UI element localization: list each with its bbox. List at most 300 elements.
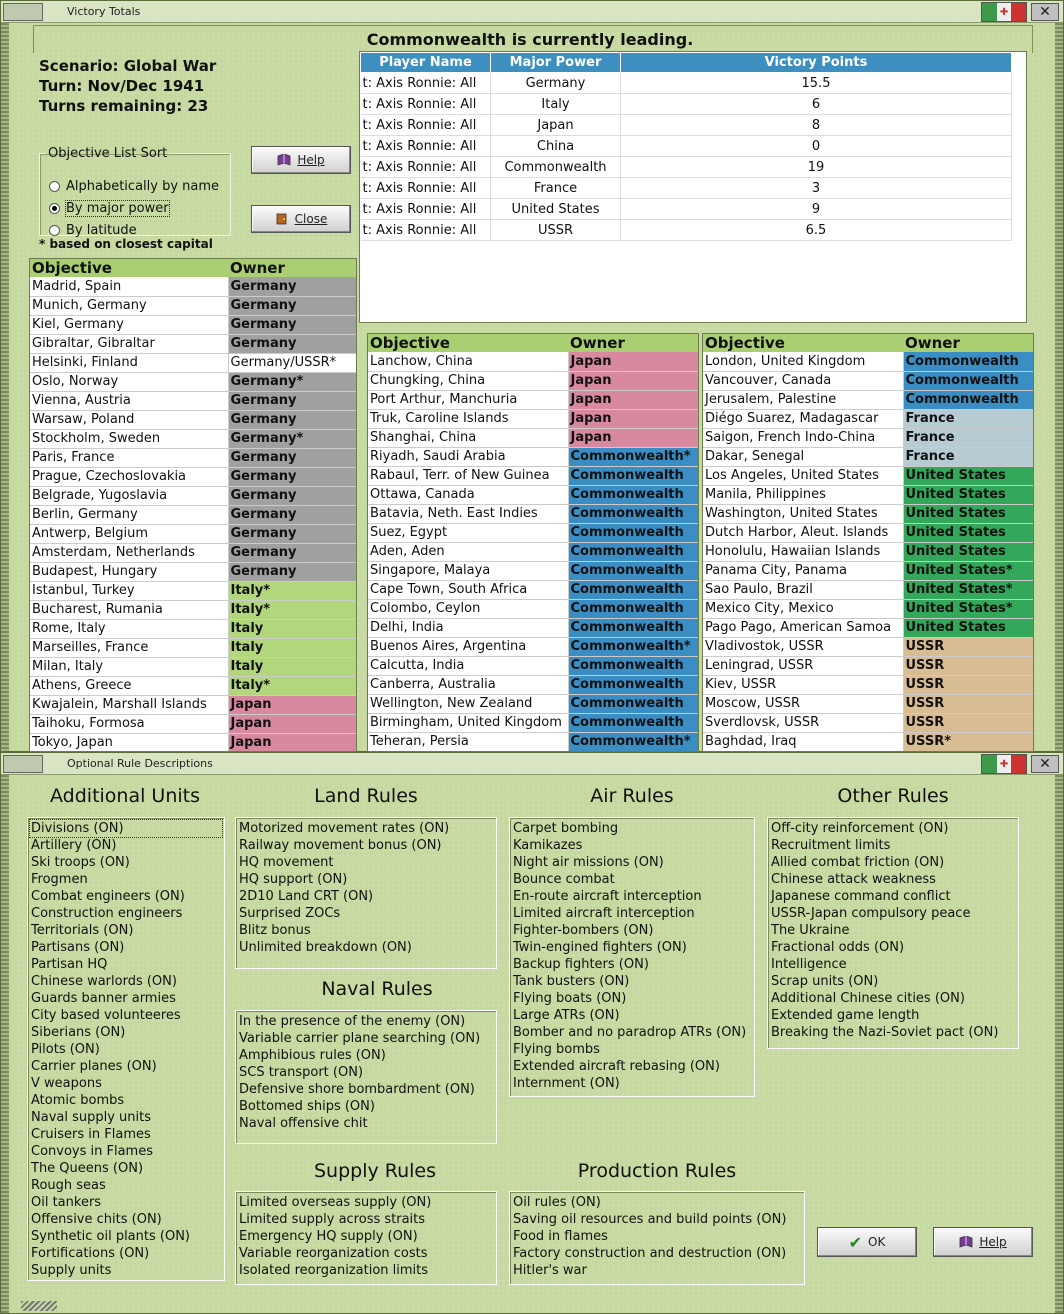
objective-name: Helsinki, Finland	[30, 353, 228, 372]
rule-item[interactable]: Fractional odds (ON)	[771, 940, 905, 955]
objective-owner: France	[903, 409, 1033, 428]
sort-alphabetical-radio[interactable]: Alphabetically by name	[49, 179, 219, 194]
objective-row[interactable]	[30, 619, 356, 638]
rule-item[interactable]: In the presence of the enemy (ON)	[239, 1014, 466, 1029]
objective-name: Honolulu, Hawaiian Islands	[703, 542, 903, 561]
objective-name: Saigon, French Indo-China	[703, 428, 903, 447]
rule-item[interactable]: Fortifications (ON)	[31, 1246, 150, 1261]
objective-name: Jerusalem, Palestine	[703, 390, 903, 409]
vp-row[interactable]	[361, 73, 1012, 94]
rule-item[interactable]: Rough seas	[31, 1178, 106, 1193]
objective-row[interactable]	[703, 390, 1033, 409]
rule-item[interactable]: Large ATRs (ON)	[513, 1008, 620, 1023]
resize-grip-icon[interactable]	[21, 1301, 57, 1311]
help-button[interactable]: Help	[933, 1227, 1033, 1257]
italy-flag-icon: ✚	[981, 2, 1027, 22]
rule-item[interactable]: HQ movement	[239, 855, 334, 870]
objective-row[interactable]	[30, 277, 356, 296]
objective-owner: Commonwealth	[568, 713, 698, 732]
rule-item[interactable]: Divisions (ON)	[30, 820, 222, 837]
rule-item[interactable]: Blitz bonus	[239, 923, 311, 938]
objective-row[interactable]	[30, 600, 356, 619]
rule-item[interactable]: Off-city reinforcement (ON)	[771, 821, 949, 836]
objective-row[interactable]	[703, 637, 1033, 656]
rule-item[interactable]: Defensive shore bombardment (ON)	[239, 1082, 475, 1097]
objective-owner: Germany	[228, 505, 356, 524]
rule-item[interactable]: Scrap units (ON)	[771, 974, 879, 989]
objective-name: Port Arthur, Manchuria	[368, 390, 568, 409]
objective-owner: Commonwealth	[568, 466, 698, 485]
objective-sort-group	[39, 146, 231, 236]
objective-row[interactable]	[368, 504, 698, 523]
objective-owner: Japan	[228, 733, 356, 752]
objective-row[interactable]	[368, 732, 698, 751]
objective-owner: USSR	[903, 637, 1033, 656]
vp-row[interactable]	[361, 136, 1012, 157]
objective-row[interactable]	[703, 713, 1033, 732]
naval-rules-list	[235, 1010, 497, 1144]
objective-row[interactable]	[30, 391, 356, 410]
objective-name: Athens, Greece	[30, 676, 228, 695]
objective-name: Lanchow, China	[368, 352, 568, 371]
rule-item[interactable]: Food in flames	[513, 1229, 608, 1244]
vp-player-cell: t: Axis Ronnie: All	[361, 94, 491, 115]
objective-row[interactable]	[30, 676, 356, 695]
objective-row[interactable]	[368, 637, 698, 656]
objective-owner: United States*	[903, 599, 1033, 618]
rule-item[interactable]: Bottomed ships (ON)	[239, 1099, 375, 1114]
objective-row[interactable]	[703, 542, 1033, 561]
rule-item[interactable]: Breaking the Nazi-Soviet pact (ON)	[771, 1025, 999, 1040]
objective-owner: Commonwealth	[568, 599, 698, 618]
rule-item[interactable]: Carrier planes (ON)	[31, 1059, 157, 1074]
objective-name: London, United Kingdom	[703, 352, 903, 371]
objective-row[interactable]	[368, 713, 698, 732]
rule-item[interactable]: Kamikazes	[513, 838, 583, 853]
rule-item[interactable]: Saving oil resources and build points (ON)	[513, 1212, 787, 1227]
rule-item[interactable]: En-route aircraft interception	[513, 889, 702, 904]
objective-row[interactable]	[368, 618, 698, 637]
rule-item[interactable]: Allied combat friction (ON)	[771, 855, 945, 870]
objective-name: Delhi, India	[368, 618, 568, 637]
objective-row[interactable]	[703, 428, 1033, 447]
objective-name: Kiel, Germany	[30, 315, 228, 334]
objective-row[interactable]	[30, 695, 356, 714]
vp-power-cell: Japan	[491, 115, 621, 136]
rule-item[interactable]: Emergency HQ supply (ON)	[239, 1229, 418, 1244]
objective-row[interactable]	[368, 694, 698, 713]
objective-row[interactable]	[30, 505, 356, 524]
objective-owner: United States	[903, 504, 1033, 523]
vp-power-cell: USSR	[491, 220, 621, 241]
objective-owner: United States*	[903, 561, 1033, 580]
rule-item[interactable]: Oil tankers	[31, 1195, 102, 1210]
rule-item[interactable]: Territorials (ON)	[31, 923, 134, 938]
objective-owner: Japan	[228, 695, 356, 714]
objective-name: Milan, Italy	[30, 657, 228, 676]
close-icon[interactable]: ✕	[1031, 755, 1059, 773]
rule-item[interactable]: SCS transport (ON)	[239, 1065, 364, 1080]
objective-name: Buenos Aires, Argentina	[368, 637, 568, 656]
objective-owner: Germany	[228, 448, 356, 467]
objective-name: Antwerp, Belgium	[30, 524, 228, 543]
objective-owner: Commonwealth	[568, 542, 698, 561]
rule-item[interactable]: Combat engineers (ON)	[31, 889, 185, 904]
rule-item[interactable]: Recruitment limits	[771, 838, 891, 853]
objective-sort-legend: Objective List Sort	[48, 146, 168, 161]
rule-item[interactable]: Atomic bombs	[31, 1093, 125, 1108]
close-button[interactable]: Close	[251, 205, 351, 233]
rule-item[interactable]: Oil rules (ON)	[513, 1195, 601, 1210]
rule-item[interactable]: Limited aircraft interception	[513, 906, 695, 921]
rule-item[interactable]: Ski troops (ON)	[31, 855, 130, 870]
objective-owner: Commonwealth*	[568, 637, 698, 656]
objective-name: Rabaul, Terr. of New Guinea	[368, 466, 568, 485]
objective-row[interactable]	[30, 410, 356, 429]
objective-name: Diégo Suarez, Madagascar	[703, 409, 903, 428]
objective-row[interactable]	[703, 447, 1033, 466]
rule-item[interactable]: Unlimited breakdown (ON)	[239, 940, 412, 955]
objective-name: Suez, Egypt	[368, 523, 568, 542]
vp-player-cell: t: Axis Ronnie: All	[361, 157, 491, 178]
objective-row[interactable]	[30, 296, 356, 315]
objective-owner: Commonwealth	[903, 352, 1033, 371]
rule-item[interactable]: Intelligence	[771, 957, 847, 972]
objective-list-1	[29, 258, 357, 752]
rule-item[interactable]: Siberians (ON)	[31, 1025, 126, 1040]
title-bar[interactable]	[1, 1, 1063, 23]
vp-row[interactable]	[361, 115, 1012, 136]
vp-row[interactable]	[361, 94, 1012, 115]
objective-name: Kiev, USSR	[703, 675, 903, 694]
objective-row[interactable]	[703, 466, 1033, 485]
objective-owner: Germany	[228, 315, 356, 334]
objective-owner: United States	[903, 466, 1033, 485]
objective-owner: Germany	[228, 296, 356, 315]
rule-item[interactable]: Tank busters (ON)	[513, 974, 630, 989]
door-icon	[275, 213, 289, 225]
rule-item[interactable]: Twin-engined fighters (ON)	[513, 940, 687, 955]
rule-item[interactable]: Guards banner armies	[31, 991, 176, 1006]
scenario-label: Scenario: Global War	[39, 57, 217, 75]
rule-item[interactable]: Additional Chinese cities (ON)	[771, 991, 965, 1006]
vp-header-points[interactable]: Victory Points	[621, 53, 1012, 73]
rule-item[interactable]: Internment (ON)	[513, 1076, 620, 1091]
sort-latitude-radio[interactable]: By latitude	[49, 223, 137, 238]
objective-name: Dakar, Senegal	[703, 447, 903, 466]
objective-name: Pago Pago, American Samoa	[703, 618, 903, 637]
objective-owner: Japan	[568, 371, 698, 390]
objective-row[interactable]	[368, 580, 698, 599]
objective-row[interactable]	[30, 353, 356, 372]
objective-owner: USSR*	[903, 732, 1033, 751]
objective-row[interactable]	[703, 561, 1033, 580]
rule-item[interactable]: Partisans (ON)	[31, 940, 125, 955]
objective-name: Cape Town, South Africa	[368, 580, 568, 599]
objective-row[interactable]	[368, 561, 698, 580]
window-frame-right	[1055, 775, 1063, 1313]
rule-item[interactable]: USSR-Japan compulsory peace	[771, 906, 971, 921]
objective-row[interactable]	[30, 581, 356, 600]
supply-rules-title: Supply Rules	[313, 1160, 437, 1182]
objective-row[interactable]	[30, 562, 356, 581]
rule-item[interactable]: Flying boats (ON)	[513, 991, 627, 1006]
objective-row[interactable]	[703, 409, 1033, 428]
objective-name: Paris, France	[30, 448, 228, 467]
rule-item[interactable]: 2D10 Land CRT (ON)	[239, 889, 374, 904]
objective-owner: United States	[903, 485, 1033, 504]
objective-name: Kwajalein, Marshall Islands	[30, 695, 228, 714]
objective-owner: USSR	[903, 656, 1033, 675]
vp-header-player[interactable]: Player Name	[361, 53, 491, 73]
objective-owner: Commonwealth*	[568, 732, 698, 751]
rule-item[interactable]: Synthetic oil plants (ON)	[31, 1229, 190, 1244]
objective-owner: Japan	[568, 390, 698, 409]
window-grip[interactable]	[3, 3, 43, 21]
rule-item[interactable]: Carpet bombing	[513, 821, 619, 836]
objective-owner: United States	[903, 542, 1033, 561]
vp-header-power[interactable]: Major Power	[491, 53, 621, 73]
window-grip[interactable]	[3, 755, 43, 773]
vp-row[interactable]	[361, 199, 1012, 220]
objective-row[interactable]	[30, 524, 356, 543]
supply-rules-list	[235, 1191, 497, 1285]
rule-item[interactable]: Fighter-bombers (ON)	[513, 923, 654, 938]
objective-row[interactable]	[368, 656, 698, 675]
objective-row[interactable]	[703, 523, 1033, 542]
vp-player-cell: t: Axis Ronnie: All	[361, 220, 491, 241]
objective-name: Budapest, Hungary	[30, 562, 228, 581]
additional-units-title: Additional Units	[50, 785, 200, 807]
objective-row[interactable]	[368, 390, 698, 409]
rule-item[interactable]: Bomber and no paradrop ATRs (ON)	[513, 1025, 747, 1040]
objective-name: Aden, Aden	[368, 542, 568, 561]
vp-points-cell: 6	[621, 94, 1012, 115]
rule-item[interactable]: City based volunteeres	[31, 1008, 181, 1023]
victory-points-table	[359, 51, 1027, 323]
objective-row[interactable]	[368, 675, 698, 694]
objective-name: Vienna, Austria	[30, 391, 228, 410]
objective-row[interactable]	[30, 543, 356, 562]
objective-row[interactable]	[30, 714, 356, 733]
rule-item[interactable]: Limited overseas supply (ON)	[239, 1195, 432, 1210]
objective-row[interactable]	[30, 372, 356, 391]
objective-row[interactable]	[368, 523, 698, 542]
production-rules-title: Production Rules	[577, 1160, 737, 1182]
help-button[interactable]: Help	[251, 146, 351, 174]
objective-owner: Italy*	[228, 581, 356, 600]
objective-owner: Commonwealth	[568, 523, 698, 542]
objective-name: Gibraltar, Gibraltar	[30, 334, 228, 353]
objective-name: Moscow, USSR	[703, 694, 903, 713]
objective-owner: Commonwealth	[568, 675, 698, 694]
objective-name: Shanghai, China	[368, 428, 568, 447]
rule-item[interactable]: Extended game length	[771, 1008, 920, 1023]
objective-row[interactable]	[30, 448, 356, 467]
window-title: Victory Totals	[67, 5, 141, 18]
objective-row[interactable]	[30, 467, 356, 486]
objective-row[interactable]	[703, 352, 1033, 371]
objective-name: Los Angeles, United States	[703, 466, 903, 485]
objective-owner: United States*	[903, 580, 1033, 599]
ok-button[interactable]: ✔ OK	[817, 1227, 917, 1257]
objective-name: Bucharest, Rumania	[30, 600, 228, 619]
objective-row[interactable]	[368, 371, 698, 390]
objective-name: Wellington, New Zealand	[368, 694, 568, 713]
rule-item[interactable]: Backup fighters (ON)	[513, 957, 649, 972]
objective-name: Munich, Germany	[30, 296, 228, 315]
objective-row[interactable]	[703, 580, 1033, 599]
objective-row[interactable]	[368, 352, 698, 371]
objective-name: Leningrad, USSR	[703, 656, 903, 675]
close-icon[interactable]: ✕	[1031, 3, 1059, 21]
objective-row[interactable]	[368, 447, 698, 466]
rule-item[interactable]: Japanese command conflict	[771, 889, 951, 904]
check-icon: ✔	[848, 1232, 863, 1252]
air-rules-list	[509, 817, 755, 1097]
objective-name: Vladivostok, USSR	[703, 637, 903, 656]
objective-row[interactable]	[368, 466, 698, 485]
objective-row[interactable]	[30, 486, 356, 505]
objective-owner: Commonwealth	[568, 504, 698, 523]
vp-row[interactable]	[361, 157, 1012, 178]
objective-owner: Japan	[228, 714, 356, 733]
rule-item[interactable]: Night air missions (ON)	[513, 855, 664, 870]
rule-item[interactable]: Amphibious rules (ON)	[239, 1048, 386, 1063]
leading-message: Commonwealth is currently leading.	[366, 30, 694, 49]
turns-remaining-label: Turns remaining: 23	[39, 97, 209, 115]
rule-item[interactable]: Chinese warlords (ON)	[31, 974, 177, 989]
rule-item[interactable]: Partisan HQ	[31, 957, 108, 972]
rule-item[interactable]: V weapons	[31, 1076, 102, 1091]
rule-item[interactable]: Flying bombs	[513, 1042, 600, 1057]
objective-row[interactable]	[30, 657, 356, 676]
objective-row[interactable]	[703, 371, 1033, 390]
rule-item[interactable]: Offensive chits (ON)	[31, 1212, 162, 1227]
objective-owner: Germany	[228, 410, 356, 429]
objective-row[interactable]	[30, 733, 356, 752]
rule-item[interactable]: Supply units	[31, 1263, 112, 1278]
objective-row[interactable]	[703, 675, 1033, 694]
objective-name: Marseilles, France	[30, 638, 228, 657]
vp-row[interactable]	[361, 178, 1012, 199]
rule-item[interactable]: Limited supply across straits	[239, 1212, 426, 1227]
rule-item[interactable]: Extended aircraft rebasing (ON)	[513, 1059, 720, 1074]
rule-item[interactable]: Railway movement bonus (ON)	[239, 838, 442, 853]
rule-item[interactable]: Bounce combat	[513, 872, 615, 887]
owner-header: Owner	[228, 259, 356, 277]
vp-points-cell: 0	[621, 136, 1012, 157]
vp-player-cell: t: Axis Ronnie: All	[361, 199, 491, 220]
objective-owner: Germany*	[228, 372, 356, 391]
rule-item[interactable]: HQ support (ON)	[239, 872, 348, 887]
objective-owner: Italy	[228, 657, 356, 676]
other-rules-title: Other Rules	[837, 785, 949, 807]
objective-name: Madrid, Spain	[30, 277, 228, 296]
rule-item[interactable]: Motorized movement rates (ON)	[239, 821, 450, 836]
rule-item[interactable]: Factory construction and destruction (ON)	[513, 1246, 787, 1261]
objective-row[interactable]	[703, 732, 1033, 751]
title-bar[interactable]	[1, 753, 1063, 775]
rule-item[interactable]: Convoys in Flames	[31, 1144, 153, 1159]
rule-item[interactable]: Naval offensive chit	[239, 1116, 368, 1131]
objective-row[interactable]	[30, 429, 356, 448]
objective-name: Riyadh, Saudi Arabia	[368, 447, 568, 466]
objective-row[interactable]	[703, 694, 1033, 713]
objective-name: Prague, Czechoslovakia	[30, 467, 228, 486]
rule-item[interactable]: Hitler's war	[513, 1263, 587, 1278]
objective-owner: USSR	[903, 713, 1033, 732]
sort-major-power-radio[interactable]: By major power	[49, 201, 169, 216]
objective-row[interactable]	[30, 315, 356, 334]
objective-row[interactable]	[368, 542, 698, 561]
rule-item[interactable]: Variable reorganization costs	[239, 1246, 428, 1261]
objective-row[interactable]	[703, 504, 1033, 523]
objective-name: Taihoku, Formosa	[30, 714, 228, 733]
rule-item[interactable]: Naval supply units	[31, 1110, 152, 1125]
objective-name: Sao Paulo, Brazil	[703, 580, 903, 599]
rule-item[interactable]: Chinese attack weakness	[771, 872, 936, 887]
objective-name: Batavia, Neth. East Indies	[368, 504, 568, 523]
objective-owner: Commonwealth*	[568, 447, 698, 466]
objective-owner: Japan	[568, 352, 698, 371]
objective-row[interactable]	[368, 599, 698, 618]
vp-points-cell: 3	[621, 178, 1012, 199]
objective-owner: Commonwealth	[903, 371, 1033, 390]
vp-points-cell: 9	[621, 199, 1012, 220]
objective-header: Objective	[30, 259, 228, 277]
objective-row[interactable]	[703, 618, 1033, 637]
objective-owner: Germany	[228, 334, 356, 353]
objective-name: Dutch Harbor, Aleut. Islands	[703, 523, 903, 542]
window-title: Optional Rule Descriptions	[67, 757, 213, 770]
rule-item[interactable]: Variable carrier plane searching (ON)	[239, 1031, 481, 1046]
objective-owner: Germany*	[228, 429, 356, 448]
objective-row[interactable]	[703, 485, 1033, 504]
book-icon	[277, 154, 291, 166]
objective-name: Baghdad, Iraq	[703, 732, 903, 751]
objective-name: Mexico City, Mexico	[703, 599, 903, 618]
objective-row[interactable]	[30, 334, 356, 353]
vp-power-cell: Italy	[491, 94, 621, 115]
objective-row[interactable]	[703, 656, 1033, 675]
objective-owner: Germany	[228, 277, 356, 296]
vp-row[interactable]	[361, 220, 1012, 241]
objective-owner: Germany	[228, 562, 356, 581]
rule-item[interactable]: Cruisers in Flames	[31, 1127, 151, 1142]
rule-item[interactable]: Isolated reorganization limits	[239, 1263, 429, 1278]
objective-owner: Commonwealth	[568, 656, 698, 675]
rule-item[interactable]: Frogmen	[31, 872, 88, 887]
objective-row[interactable]	[368, 428, 698, 447]
rule-item[interactable]: The Ukraine	[771, 923, 850, 938]
rule-item[interactable]: The Queens (ON)	[31, 1161, 144, 1176]
objective-row[interactable]	[30, 638, 356, 657]
rule-item[interactable]: Surprised ZOCs	[239, 906, 341, 921]
objective-row[interactable]	[368, 485, 698, 504]
objective-name: Calcutta, India	[368, 656, 568, 675]
objective-name: Vancouver, Canada	[703, 371, 903, 390]
other-rules-list	[767, 817, 1019, 1049]
window-frame-left	[1, 23, 9, 751]
objective-row[interactable]	[368, 409, 698, 428]
rule-item[interactable]: Construction engineers	[31, 906, 183, 921]
rule-item[interactable]: Pilots (ON)	[31, 1042, 100, 1057]
objective-owner: United States	[903, 523, 1033, 542]
rule-item[interactable]: Artillery (ON)	[31, 838, 117, 853]
book-icon	[959, 1236, 973, 1248]
objective-row[interactable]	[703, 599, 1033, 618]
